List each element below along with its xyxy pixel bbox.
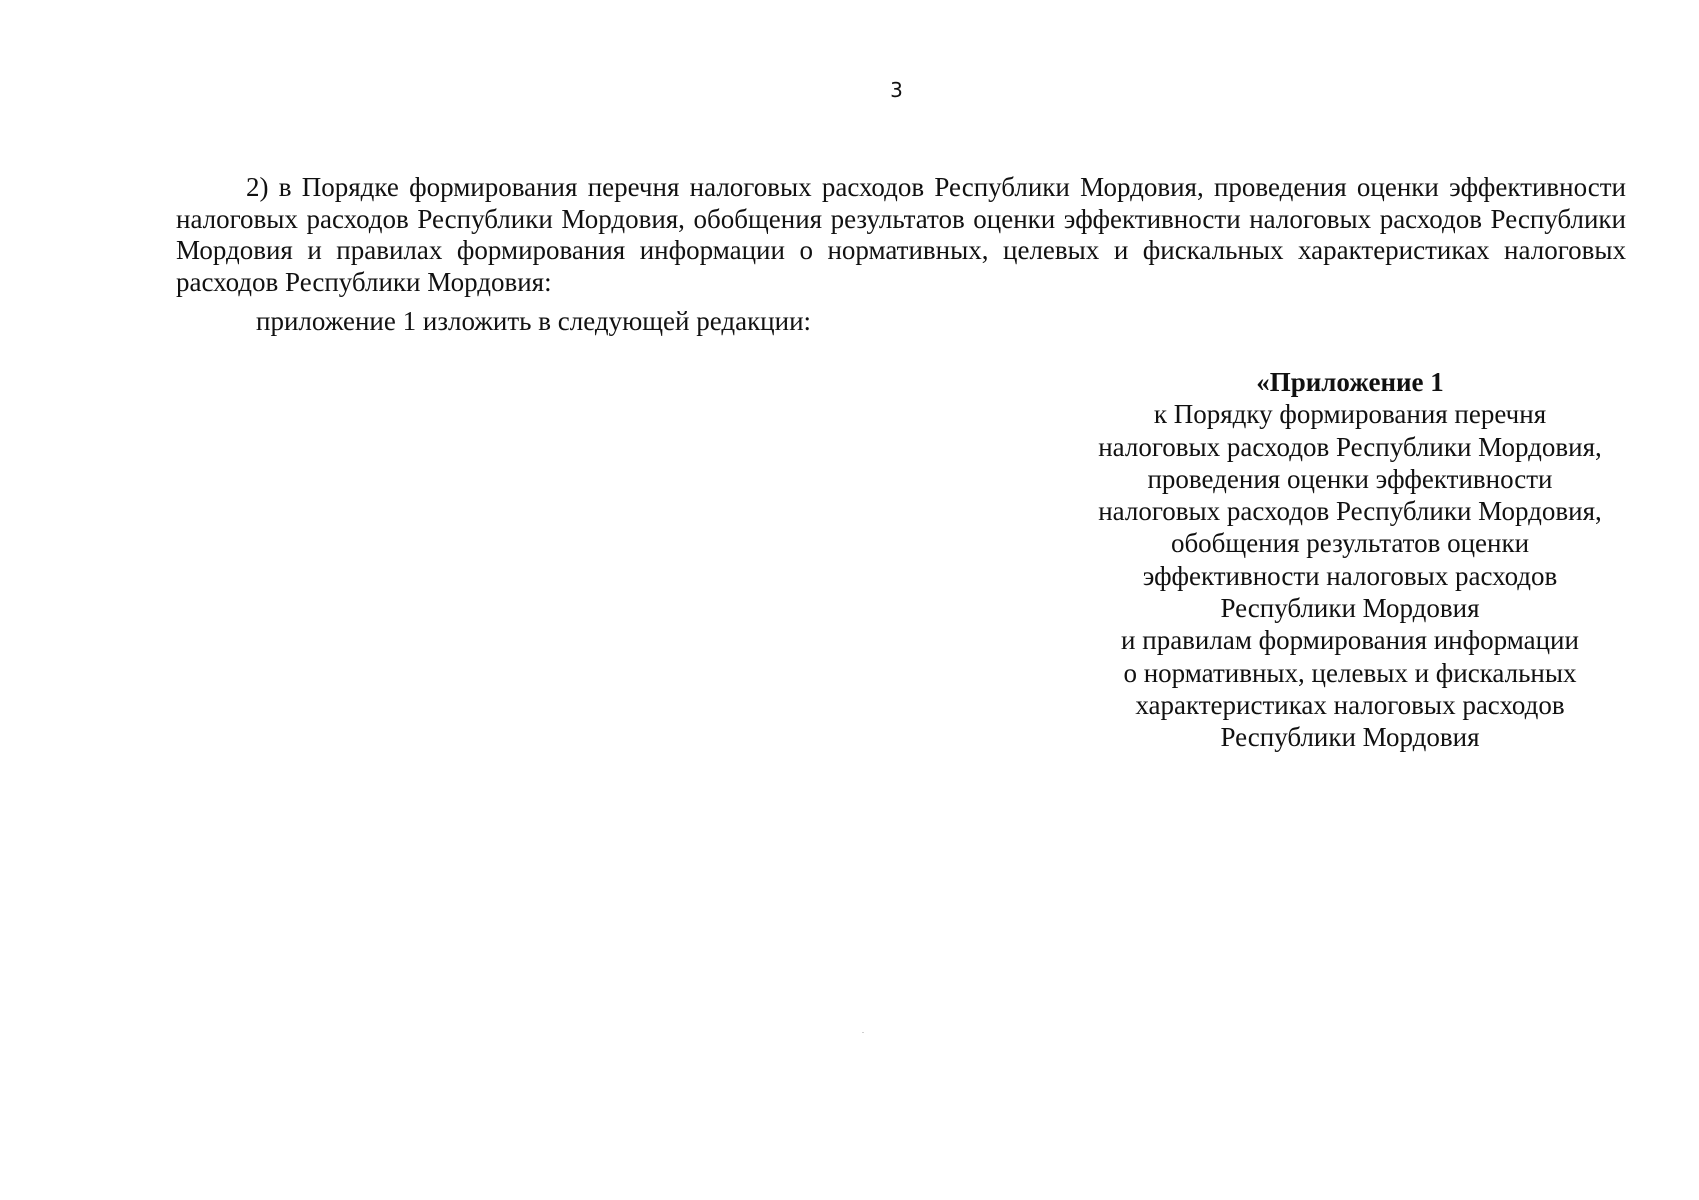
amendment-paragraph: 2) в Порядке формирования перечня налоговых расходов Республики Мордовия, проведения оценки эффективности налоговых расходов Республики Мордовия, обобщения результатов оценки эффективности налоговых расходов Республики Мордовия и правилах формирования информации о нормативных, целевых и фискальных характеристиках налоговых расходов Республики Мордовия: bbox=[176, 172, 1626, 297]
appendix-header-line: и правилам формирования информации bbox=[1121, 625, 1579, 656]
appendix-header-line: налоговых расходов Республики Мордовия, bbox=[1098, 496, 1602, 527]
appendix-header-line: Республики Мордовия bbox=[1220, 593, 1480, 624]
scan-artifact-dot bbox=[862, 1032, 864, 1033]
appendix-header-line: эффективности налоговых расходов bbox=[1142, 560, 1558, 591]
appendix-header-line: характеристиках налоговых расходов bbox=[1135, 689, 1565, 720]
appendix-header-line: налоговых расходов Республики Мордовия, bbox=[1098, 431, 1602, 462]
appendix-header-line: к Порядку формирования перечня bbox=[1153, 399, 1547, 430]
amendment-instruction: приложение 1 изложить в следующей редакции: bbox=[256, 306, 812, 336]
appendix-header-line: Республики Мордовия bbox=[1220, 722, 1480, 753]
appendix-header-line: проведения оценки эффективности bbox=[1147, 463, 1553, 494]
appendix-header-line: о нормативных, целевых и фискальных bbox=[1123, 657, 1577, 688]
page-number: 3 bbox=[890, 78, 903, 102]
appendix-header-line: обобщения результатов оценки bbox=[1170, 528, 1530, 559]
appendix-header bbox=[1040, 366, 1660, 754]
appendix-title: «Приложение 1 bbox=[1256, 367, 1444, 397]
